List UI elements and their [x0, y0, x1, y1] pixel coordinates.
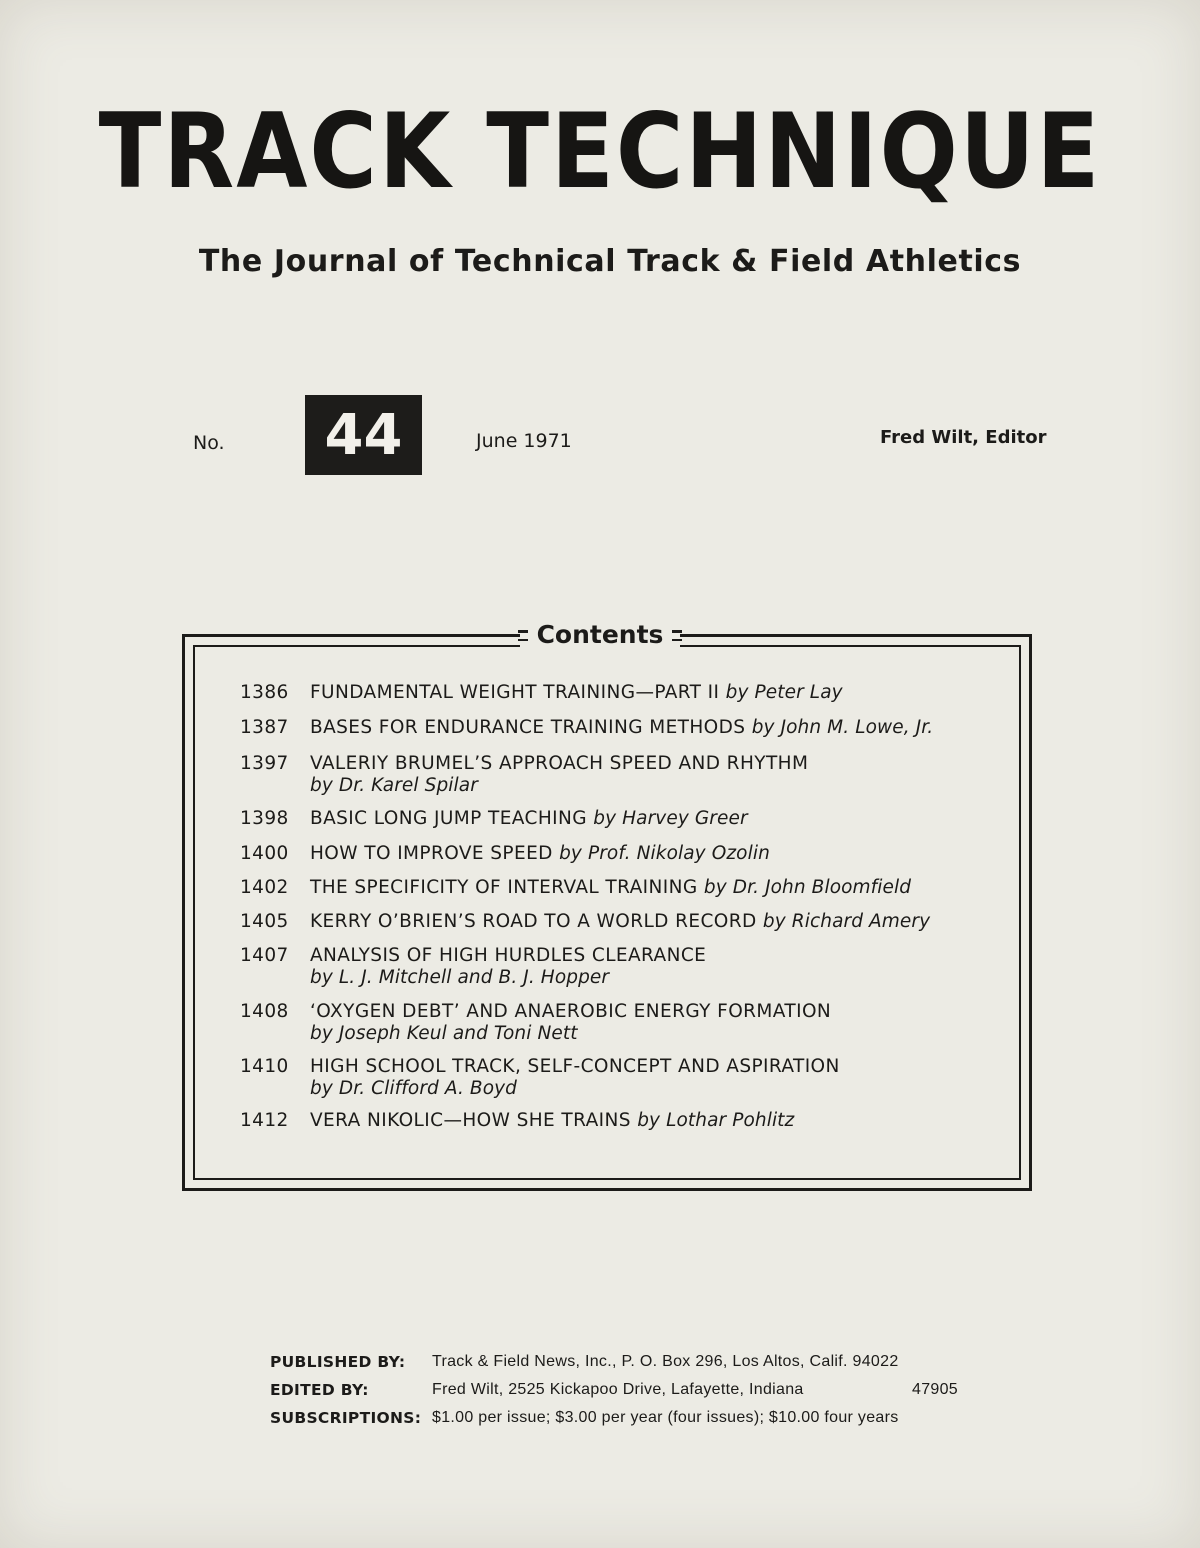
toc-title-line	[310, 1109, 794, 1132]
toc-page-number: 1407	[240, 945, 289, 966]
masthead-title: TRACK TECHNIQUE	[98, 91, 1102, 212]
edited-by-zip: 47905	[912, 1381, 958, 1398]
toc-title: HOW TO IMPROVE SPEED	[310, 843, 553, 864]
toc-title-line	[310, 910, 930, 933]
toc-author: by Joseph Keul and Toni Nett	[310, 1023, 578, 1044]
toc-author: by John M. Lowe, Jr.	[751, 717, 934, 738]
toc-author: by Harvey Greer	[593, 808, 748, 829]
subscriptions-value: $1.00 per issue; $3.00 per year (four issues); $10.00 four years	[432, 1409, 899, 1426]
toc-page-number: 1397	[240, 753, 289, 774]
toc-page-number: 1386	[240, 682, 289, 703]
issue-date: June 1971	[476, 430, 572, 452]
toc-title: ANALYSIS OF HIGH HURDLES CLEARANCE	[310, 945, 707, 966]
toc-title-line	[310, 876, 911, 899]
toc-author: by Dr. John Bloomfield	[703, 877, 912, 898]
toc-title: FUNDAMENTAL WEIGHT TRAINING—PART II	[310, 682, 720, 703]
toc-page-number: 1402	[240, 877, 289, 898]
published-by-value: Track & Field News, Inc., P. O. Box 296, Los Altos, Calif. 94022	[432, 1353, 899, 1370]
toc-page-number: 1405	[240, 911, 289, 932]
toc-title: THE SPECIFICITY OF INTERVAL TRAINING	[310, 877, 698, 898]
toc-title: ‘OXYGEN DEBT’ AND ANAEROBIC ENERGY FORMATION	[310, 1001, 832, 1022]
toc-author: by Peter Lay	[725, 682, 843, 703]
toc-page-number: 1410	[240, 1056, 289, 1077]
toc-title: VERA NIKOLIC—HOW SHE TRAINS	[310, 1110, 631, 1131]
subscriptions-label: SUBSCRIPTIONS:	[270, 1409, 422, 1427]
toc-title: VALERIY BRUMEL’S APPROACH SPEED AND RHYTHM	[310, 753, 809, 774]
masthead-subtitle: The Journal of Technical Track & Field Athletics	[198, 244, 1022, 279]
edited-by-value: Fred Wilt, 2525 Kickapoo Drive, Lafayette, Indiana	[432, 1381, 804, 1398]
toc-title: BASIC LONG JUMP TEACHING	[310, 808, 587, 829]
toc-title: KERRY O’BRIEN’S ROAD TO A WORLD RECORD	[310, 911, 757, 932]
toc-author: by Dr. Karel Spilar	[310, 775, 478, 796]
published-by-label: PUBLISHED BY:	[270, 1353, 406, 1371]
toc-title-line	[310, 807, 748, 830]
toc-author: by L. J. Mitchell and B. J. Hopper	[310, 967, 610, 988]
toc-title-line	[310, 681, 843, 704]
toc-author: by Dr. Clifford A. Boyd	[310, 1078, 518, 1099]
toc-page-number: 1400	[240, 843, 289, 864]
toc-title-line	[310, 842, 770, 865]
toc-author: by Richard Amery	[762, 911, 931, 932]
issue-number-badge: 44	[305, 395, 422, 475]
toc-page-number: 1398	[240, 808, 289, 829]
toc-page-number: 1412	[240, 1110, 289, 1131]
toc-author: by Lothar Pohlitz	[637, 1110, 795, 1131]
toc-author: by Prof. Nikolay Ozolin	[559, 843, 770, 864]
contents-heading: Contents	[520, 616, 680, 654]
toc-title: HIGH SCHOOL TRACK, SELF-CONCEPT AND ASPIRATION	[310, 1056, 840, 1077]
edited-by-label: EDITED BY:	[270, 1381, 369, 1399]
issue-editor: Fred Wilt, Editor	[880, 427, 1047, 448]
toc-page-number: 1387	[240, 717, 289, 738]
toc-title-line	[310, 716, 933, 739]
toc-title: BASES FOR ENDURANCE TRAINING METHODS	[310, 717, 746, 738]
issue-number-label: No.	[193, 432, 225, 454]
toc-page-number: 1408	[240, 1001, 289, 1022]
